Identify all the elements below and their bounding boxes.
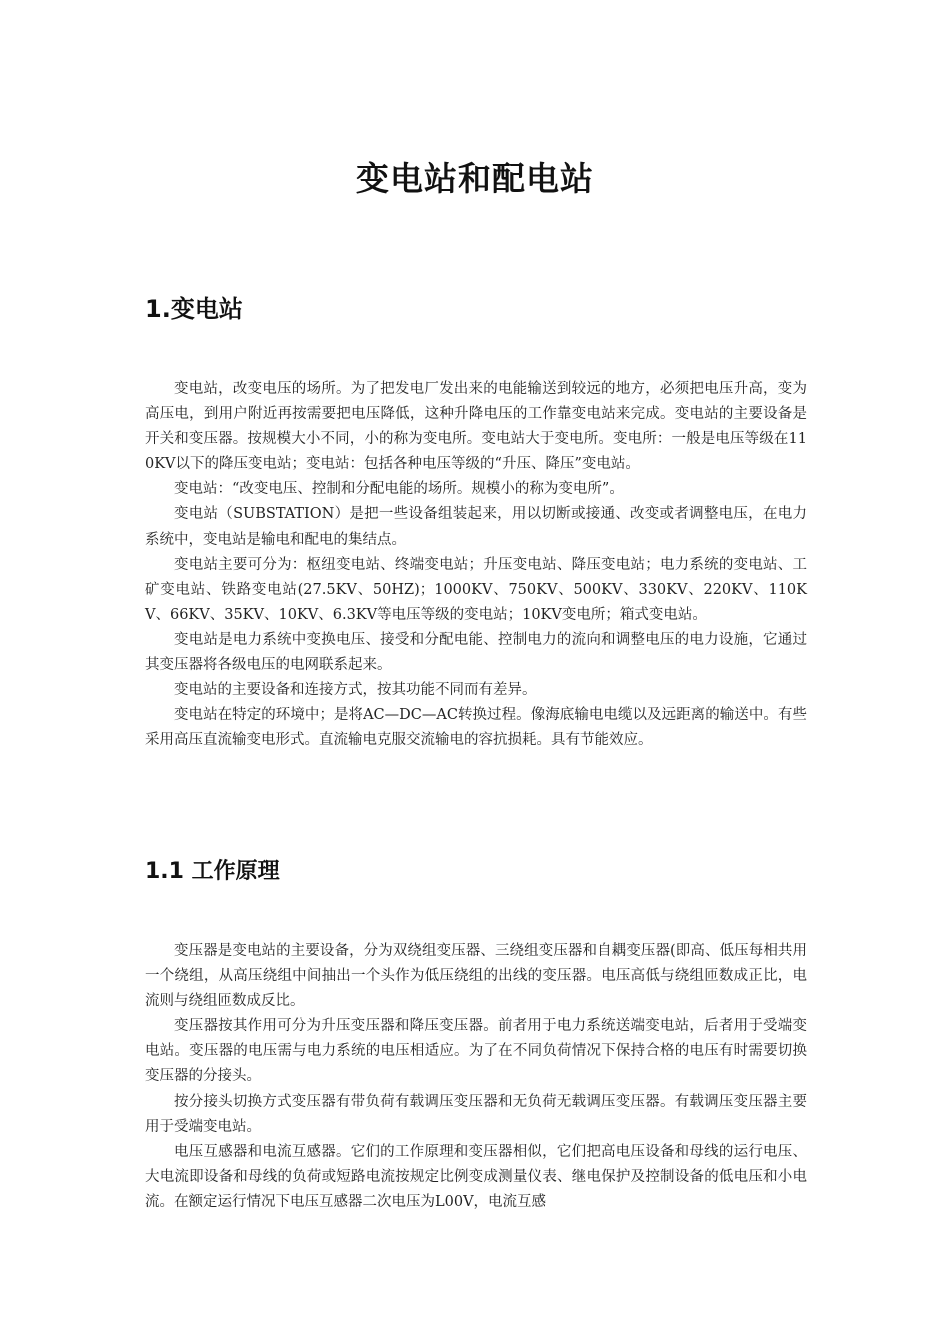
paragraph: 变电站主要可分为：枢纽变电站、终端变电站；升压变电站、降压变电站；电力系统的变电站、工矿变电站、铁路变电站(27.5KV、50HZ)；1000KV、750KV、500KV、330KV、220KV、110KV、66KV、35KV、10KV、6.3KV等电压等级的变电站；10KV变电所；箱式变电站。 <box>145 556 807 623</box>
paragraph: 变电站（SUBSTATION）是把一些设备组装起来，用以切断或接通、改变或者调整电压，在电力系统中，变电站是输电和配电的集结点。 <box>145 506 807 548</box>
section-body-substation <box>145 377 807 753</box>
paragraph: 电压互感器和电流互感器。它们的工作原理和变压器相似，它们把高电压设备和母线的运行电压、大电流即设备和母线的负荷或短路电流按规定比例变成测量仪表、继电保护及控制设备的低电压和小电流。在额定运行情况下电压互感器二次电压为L00V，电流互感 <box>145 1143 807 1210</box>
section-heading-substation: 1.变电站 <box>145 295 243 323</box>
paragraph: 按分接头切换方式变压器有带负荷有载调压变压器和无负荷无载调压变压器。有载调压变压器主要用于受端变电站。 <box>145 1093 807 1135</box>
section-body-working-principle <box>145 939 807 1215</box>
page-title: 变电站和配电站 <box>356 159 594 198</box>
paragraph: 变电站，改变电压的场所。为了把发电厂发出来的电能输送到较远的地方，必须把电压升高，变为高压电，到用户附近再按需要把电压降低，这种升降电压的工作靠变电站来完成。变电站的主要设备是开关和变压器。按规模大小不同，小的称为变电所。变电站大于变电所。变电所：一般是电压等级在110KV以下的降压变电站；变电站：包括各种电压等级的“升压、降压”变电站。 <box>145 381 807 473</box>
paragraph: 变电站：“改变电压、控制和分配电能的场所。规模小的称为变电所”。 <box>174 481 624 498</box>
paragraph: 变电站是电力系统中变换电压、接受和分配电能、控制电力的流向和调整电压的电力设施，它通过其变压器将各级电压的电网联系起来。 <box>145 631 807 674</box>
paragraph: 变压器按其作用可分为升压变压器和降压变压器。前者用于电力系统送端变电站，后者用于受端变电站。变压器的电压需与电力系统的电压相适应。为了在不同负荷情况下保持合格的电压有时需要切换变压器的分接头。 <box>145 1018 807 1085</box>
section-heading-working-principle: 1.1 工作原理 <box>145 859 280 884</box>
paragraph: 变电站在特定的环境中；是将AC—DC—AC转换过程。像海底输电电缆以及远距离的输送中。有些采用高压直流输变电形式。直流输电克服交流输电的容抗损耗。具有节能效应。 <box>145 707 807 749</box>
paragraph: 变电站的主要设备和连接方式，按其功能不同而有差异。 <box>174 682 537 699</box>
paragraph: 变压器是变电站的主要设备，分为双绕组变压器、三绕组变压器和自耦变压器(即高、低压每相共用一个绕组，从高压绕组中间抽出一个头作为低压绕组的出线的变压器。电压高低与绕组匝数成正比，电流则与绕组匝数成反比。 <box>145 943 807 1010</box>
